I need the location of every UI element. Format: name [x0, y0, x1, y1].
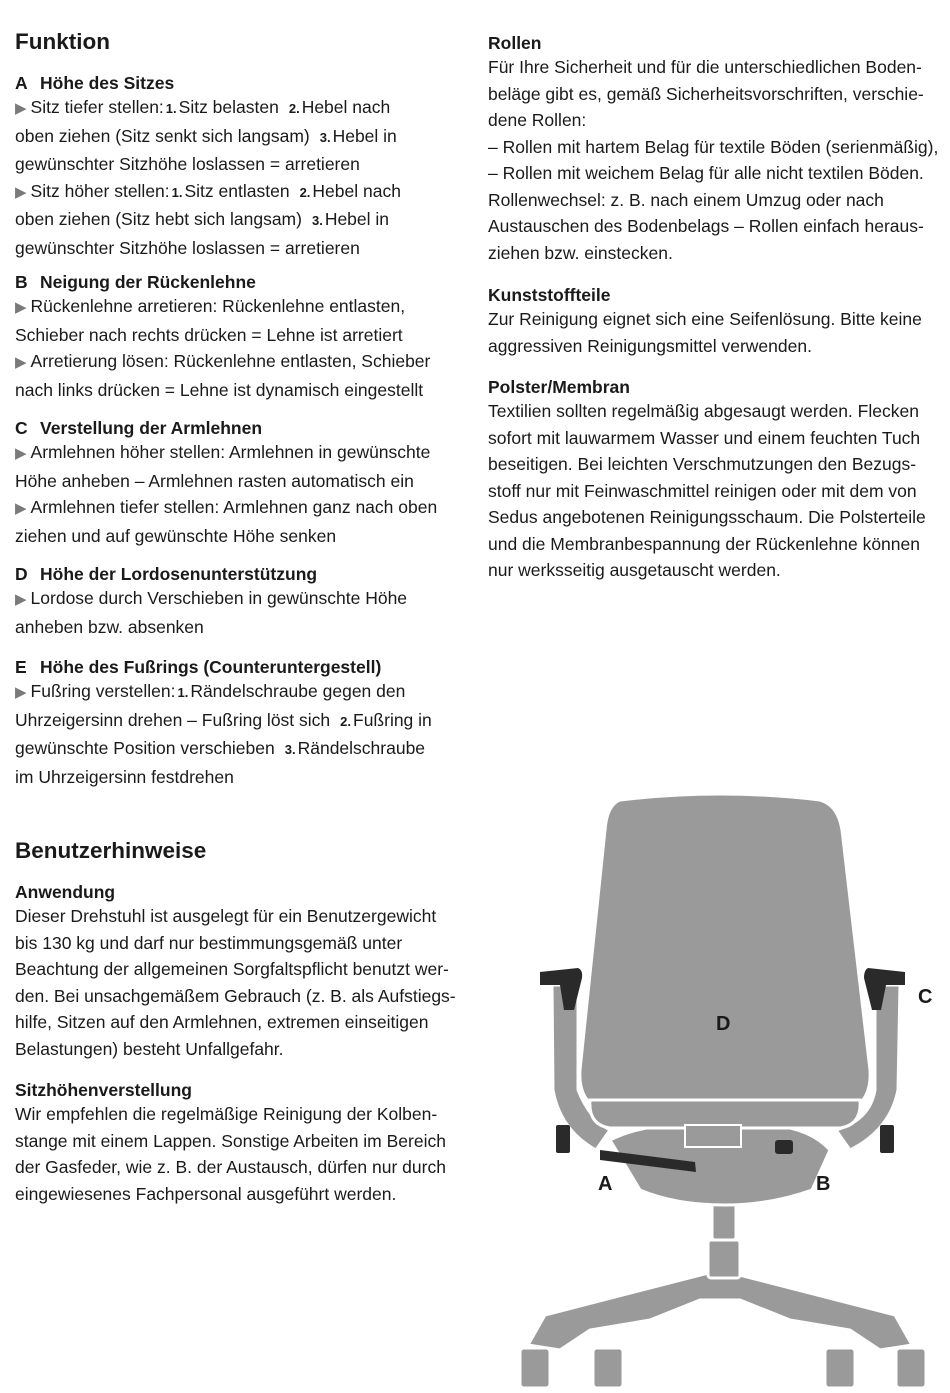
text-line: Wir empfehlen die regelmäßige Reinigung der Kolben-: [15, 1104, 438, 1124]
text-line: hilfe, Sitzen auf den Armlehnen, extremen einseitigen: [15, 1012, 429, 1032]
text-line: gewünschter Sitzhöhe loslassen = arretieren: [15, 154, 360, 174]
label-c: C: [918, 986, 933, 1008]
sitzhoehen-section: [15, 1079, 470, 1207]
text-line: ▶ Sitz tiefer stellen: 1. Sitz belasten 2. Hebel nach: [15, 97, 391, 117]
section-b-heading: [15, 271, 470, 293]
label-b: B: [816, 1173, 831, 1195]
text-line: ▶ Armlehnen höher stellen: Armlehnen in gewünschte: [15, 442, 431, 462]
text-line: der Gasfeder, wie z. B. der Austausch, dürfen nur durch: [15, 1157, 446, 1177]
step-number: 1.: [165, 101, 177, 116]
polster-heading: Polster/Membran: [488, 377, 630, 397]
caster: [520, 1348, 550, 1388]
arm-foot-left: [556, 1125, 570, 1153]
section-letter: A: [15, 73, 28, 93]
text-line: – Rollen mit weichem Belag für alle nicht textilen Böden.: [488, 163, 924, 183]
text-line: anheben bzw. absenken: [15, 616, 204, 637]
arrow-icon: ▶: [15, 591, 27, 608]
text-line: Dieser Drehstuhl ist ausgelegt für ein Benutzergewicht: [15, 906, 437, 926]
text-line: beseitigen. Bei leichten Verschmutzungen den Bezugs-: [488, 454, 917, 474]
chair-illustration: [500, 790, 950, 1393]
section-letter: B: [15, 272, 28, 292]
section-title: Höhe des Fußrings (Counteruntergestell): [40, 657, 382, 677]
text-line: dene Rollen:: [488, 110, 587, 130]
text-line: aggressiven Reinigungsmittel verwenden.: [488, 335, 812, 356]
text-line: Zur Reinigung eignet sich eine Seifenlösung. Bitte keine: [488, 309, 922, 329]
step-number: 2.: [288, 101, 300, 116]
section-title: Verstellung der Armlehnen: [40, 418, 263, 438]
text-line: ▶ Sitz höher stellen: 1. Sitz entlasten 2. Hebel nach: [15, 180, 401, 201]
step-number: 2.: [340, 713, 351, 729]
section-title: Höhe des Sitzes: [40, 73, 175, 93]
text-line: nur werksseitig ausgetauscht werden.: [488, 560, 781, 580]
section-title: Höhe der Lordosenunterstützung: [40, 564, 318, 584]
text-line: Belastungen) besteht Unfallgefahr.: [15, 1038, 284, 1059]
text-line: gewünschter Sitzhöhe loslassen = arretieren: [15, 237, 360, 258]
arrow-icon: ▶: [15, 500, 27, 517]
caster: [825, 1348, 855, 1388]
backrest: [580, 794, 870, 1110]
step-number: 1.: [177, 685, 189, 700]
text-line: Sedus angebotenen Reinigungsschaum. Die Polsterteile: [488, 507, 926, 527]
text-line: bis 130 kg und darf nur bestimmungsgemäß unter: [15, 932, 403, 953]
text-line: Höhe anheben – Armlehnen rasten automatisch ein: [15, 470, 414, 491]
text-line: und die Membranbespannung der Rückenlehne können: [488, 533, 920, 554]
arrow-icon: ▶: [15, 100, 27, 117]
text-line: Für Ihre Sicherheit und für die unterschiedlichen Boden-: [488, 57, 922, 77]
text-line: oben ziehen (Sitz hebt sich langsam) 3. Hebel in: [15, 209, 390, 229]
chair-base: [528, 1270, 912, 1350]
section-b: [15, 271, 470, 403]
section-c-heading: [15, 417, 470, 439]
text-line: stange mit einem Lappen. Sonstige Arbeiten im Bereich: [15, 1130, 446, 1151]
polster-section: [488, 376, 938, 584]
seat: [590, 1100, 860, 1128]
text-line: – Rollen mit hartem Belag für textile Böden (serienmäßig),: [488, 136, 939, 157]
text-line: ▶ Lordose durch Verschieben in gewünschte Höhe: [15, 588, 408, 608]
text-line: ▶ Arretierung lösen: Rückenlehne entlasten, Schieber: [15, 351, 431, 371]
text-line: ▶ Rückenlehne arretieren: Rückenlehne entlasten,: [15, 296, 406, 316]
section-a: [15, 72, 470, 261]
kunststoff-heading: Kunststoffteile: [488, 285, 611, 305]
arm-foot-right: [880, 1125, 894, 1153]
section-letter: D: [15, 564, 28, 584]
step-number: 2.: [299, 184, 311, 200]
arrow-icon: ▶: [15, 183, 27, 201]
sitzhoehen-heading: Sitzhöhenverstellung: [15, 1080, 192, 1100]
text-line: sofort mit lauwarmem Wasser und einem feuchten Tuch: [488, 427, 921, 448]
step-number: 1.: [171, 184, 183, 200]
rollen-heading: Rollen: [488, 33, 542, 53]
text-line: Schieber nach rechts drücken = Lehne ist arretiert: [15, 324, 403, 345]
section-a-heading: [15, 72, 470, 94]
caster: [896, 1348, 926, 1388]
step-number: 3.: [311, 213, 323, 228]
text-line: Textilien sollten regelmäßig abgesaugt werden. Flecken: [488, 401, 919, 421]
section-letter: C: [15, 418, 28, 438]
text-line: ▶ Fußring verstellen: 1. Rändelschraube gegen den: [15, 681, 406, 701]
text-line: eingewiesenes Fachpersonal ausgeführt werden.: [15, 1183, 397, 1204]
text-line: gewünschte Position verschieben 3. Rändelschraube: [15, 738, 426, 758]
text-line: Beachtung der allgemeinen Sorgfaltspflicht benutzt wer-: [15, 959, 449, 979]
rollen-section: [488, 32, 938, 266]
arrow-icon: ▶: [15, 684, 27, 701]
section-letter: E: [15, 657, 27, 677]
label-a: A: [598, 1173, 613, 1195]
benutzerhinweise-heading: Benutzerhinweise: [15, 838, 207, 863]
gas-spring: [708, 1240, 740, 1278]
step-number: 3.: [284, 742, 296, 757]
label-d: D: [716, 1013, 731, 1035]
step-number: 3.: [319, 129, 331, 145]
caster: [593, 1348, 623, 1388]
text-line: Uhrzeigersinn drehen – Fußring löst sich 2. Fußring in: [15, 709, 432, 730]
section-e-heading: [15, 656, 470, 678]
arrow-icon: ▶: [15, 299, 27, 316]
section-e: [15, 656, 470, 790]
anwendung-heading: Anwendung: [15, 882, 116, 902]
section-d-heading: [15, 563, 470, 585]
text-line: stoff nur mit Feinwaschmittel reinigen oder mit dem von: [488, 480, 917, 501]
section-c: [15, 417, 470, 549]
kunststoff-section: [488, 284, 938, 359]
text-line: beläge gibt es, gemäß Sicherheitsvorschriften, verschie-: [488, 83, 924, 104]
arrow-icon: ▶: [15, 445, 27, 462]
text-line: nach links drücken = Lehne ist dynamisch eingestellt: [15, 379, 424, 400]
text-line: Rollenwechsel: z. B. nach einem Umzug oder nach: [488, 189, 884, 210]
section-title: Neigung der Rückenlehne: [40, 272, 256, 292]
text-line: ▶ Armlehnen tiefer stellen: Armlehnen ganz nach oben: [15, 497, 438, 517]
text-line: oben ziehen (Sitz senkt sich langsam) 3. Hebel in: [15, 125, 397, 146]
arrow-icon: ▶: [15, 354, 27, 371]
mechanism-panel: [685, 1125, 741, 1147]
text-line: im Uhrzeigersinn festdrehen: [15, 766, 234, 787]
lever-b-icon: [775, 1140, 793, 1154]
section-d: [15, 563, 470, 640]
funktion-heading: Funktion: [15, 29, 110, 54]
text-line: Austauschen des Bodenbelags – Rollen einfach heraus-: [488, 216, 924, 236]
text-line: ziehen bzw. einstecken.: [488, 242, 673, 263]
text-line: ziehen und auf gewünschte Höhe senken: [15, 525, 337, 546]
text-line: den. Bei unsachgemäßem Gebrauch (z. B. als Aufstiegs-: [15, 985, 456, 1006]
anwendung-section: [15, 881, 470, 1062]
